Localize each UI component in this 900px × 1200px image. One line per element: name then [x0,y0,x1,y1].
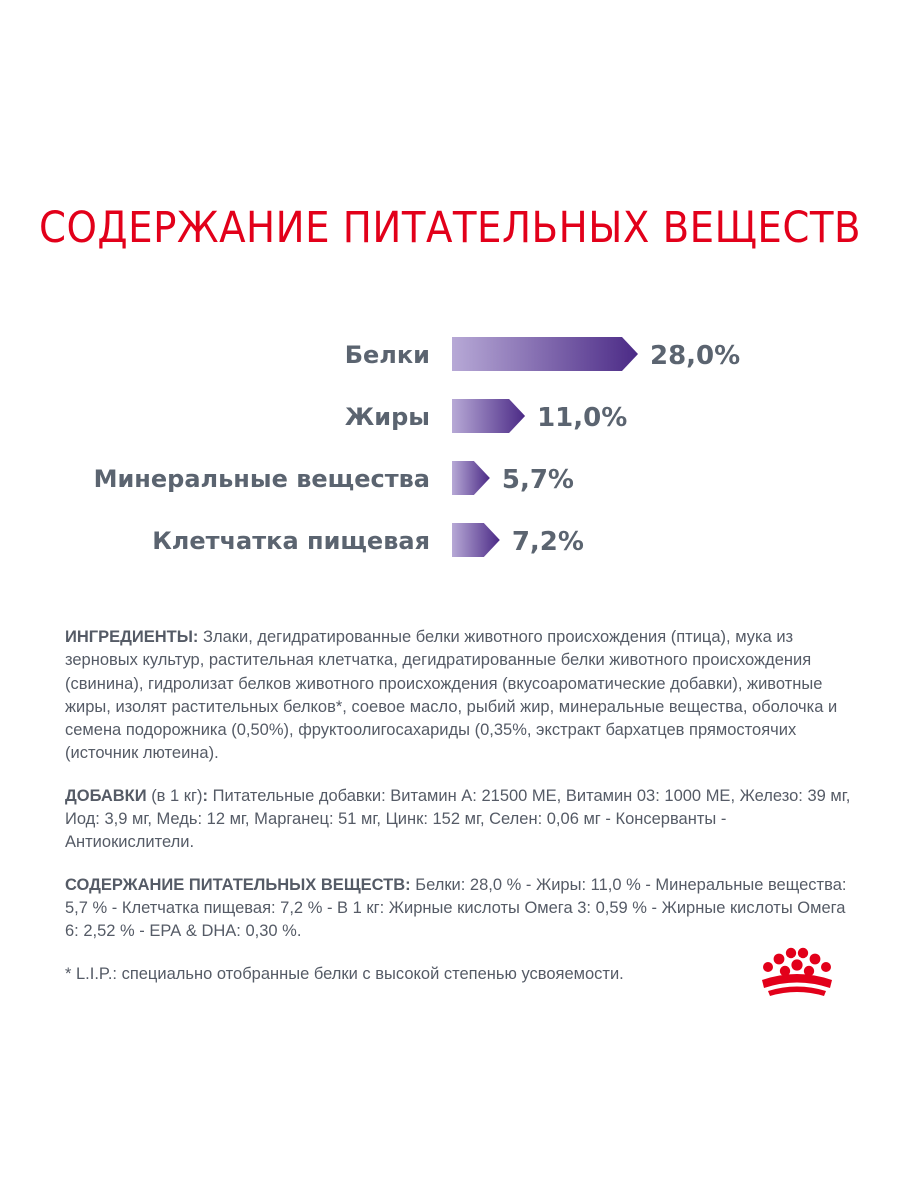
bar-2 [452,399,525,433]
bar-1 [452,337,638,371]
category-label: Минеральные вещества [93,465,430,493]
ingredients-label: ИНГРЕДИЕНТЫ: [65,628,199,646]
additives-text: Питательные добавки: Витамин А: 21500 МЕ, Витамин 03: 1000 МЕ, Железо: 39 мг, Иод: 3,9 мг, Медь: 12 мг, Марганец: 51 мг, Цинк: 152 мг, Селен: 0,06 мг - Консерванты - Антиокислители. [65,786,851,852]
bar-4 [452,523,500,557]
value-label: 28,0% [650,341,741,371]
crown-icon [752,942,842,1000]
category-label: Клетчатка пищевая [152,527,430,555]
page-title: СОДЕРЖАНИЕ ПИТАТЕЛЬНЫХ ВЕЩЕСТВ [38,203,862,253]
nutrients-label: СОДЕРЖАНИЕ ПИТАТЕЛЬНЫХ ВЕЩЕСТВ: [65,875,411,894]
value-label: 7,2% [511,527,584,557]
nutrients-paragraph [65,874,855,944]
additives-label: ДОБАВКИ [65,786,147,805]
category-label: Белки [344,341,430,369]
ingredients-text: Злаки, дегидратированные белки животного происхождения (птица), мука из зерновых культур, растительная клетчатка, дегидратированные белки животного происхождения (свинина), гидролизат белков животного происхождения (вкусоароматические добавки), животные жиры, изолят растительных белков*, соевое масло, рыбий жир, минеральные вещества, оболочка и семена подорожника (0,50%), фруктоолигосахариды (0,35%, экстракт бархатцев прямостоячих (источник лютеина). [65,628,838,763]
additives-paragraph [65,785,855,855]
bar-3 [452,461,490,495]
footnote: * L.I.P.: специально отобранные белки с высокой степенью усвояемости. [65,964,624,983]
category-label: Жиры [344,403,430,431]
value-label: 11,0% [537,403,628,433]
additives-qualifier: (в 1 кг) [151,786,203,805]
value-label: 5,7% [501,465,574,495]
composition-text [65,626,855,1005]
nutrients-text: Белки: 28,0 % - Жиры: 11,0 % - Минеральные вещества: 5,7 % - Клетчатка пищевая: 7,2 % - В 1 кг: Жирные кислоты Омега 3: 0,59 % - Жирные кислоты Омега 6: 2,52 % - ЕРА & DHA: 0,30 %. [65,875,847,941]
nutrient-bar-chart [0,310,900,570]
additives-colon: : [202,786,209,805]
ingredients-paragraph [65,626,855,766]
